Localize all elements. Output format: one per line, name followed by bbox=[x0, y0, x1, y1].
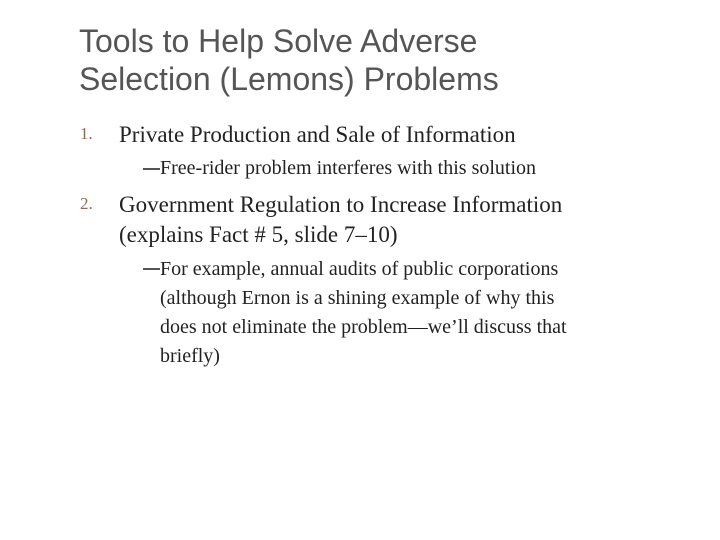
sub-bullet-text bbox=[160, 255, 567, 371]
list-item-text-line: Private Production and Sale of Information bbox=[119, 122, 516, 147]
list-item-text-line: Government Regulation to Increase Information bbox=[119, 192, 563, 217]
sub-bullet-text bbox=[160, 154, 536, 183]
list-item-text bbox=[119, 190, 562, 250]
slide-title bbox=[79, 22, 679, 98]
slide-title-line-2: Selection (Lemons) Problems bbox=[79, 61, 499, 97]
sub-bullet-line: For example, annual audits of public corporations bbox=[160, 258, 559, 280]
sub-bullet-line: (although Ernon is a shining example of why this bbox=[160, 287, 555, 309]
dash-bullet-icon bbox=[143, 168, 160, 170]
list-item-text bbox=[119, 120, 516, 150]
sub-bullet-line: does not eliminate the problem—we’ll discuss that bbox=[160, 316, 567, 338]
list-item-text-line: (explains Fact # 5, slide 7–10) bbox=[119, 222, 398, 247]
slide-title-line-1: Tools to Help Solve Adverse bbox=[79, 23, 478, 59]
list-item-number: 1. bbox=[80, 124, 93, 143]
sub-bullet-line: briefly) bbox=[160, 345, 220, 367]
sub-bullet-line: Free-rider problem interferes with this solution bbox=[160, 157, 537, 179]
list-item-number: 2. bbox=[80, 194, 93, 213]
dash-bullet-icon bbox=[143, 268, 160, 270]
